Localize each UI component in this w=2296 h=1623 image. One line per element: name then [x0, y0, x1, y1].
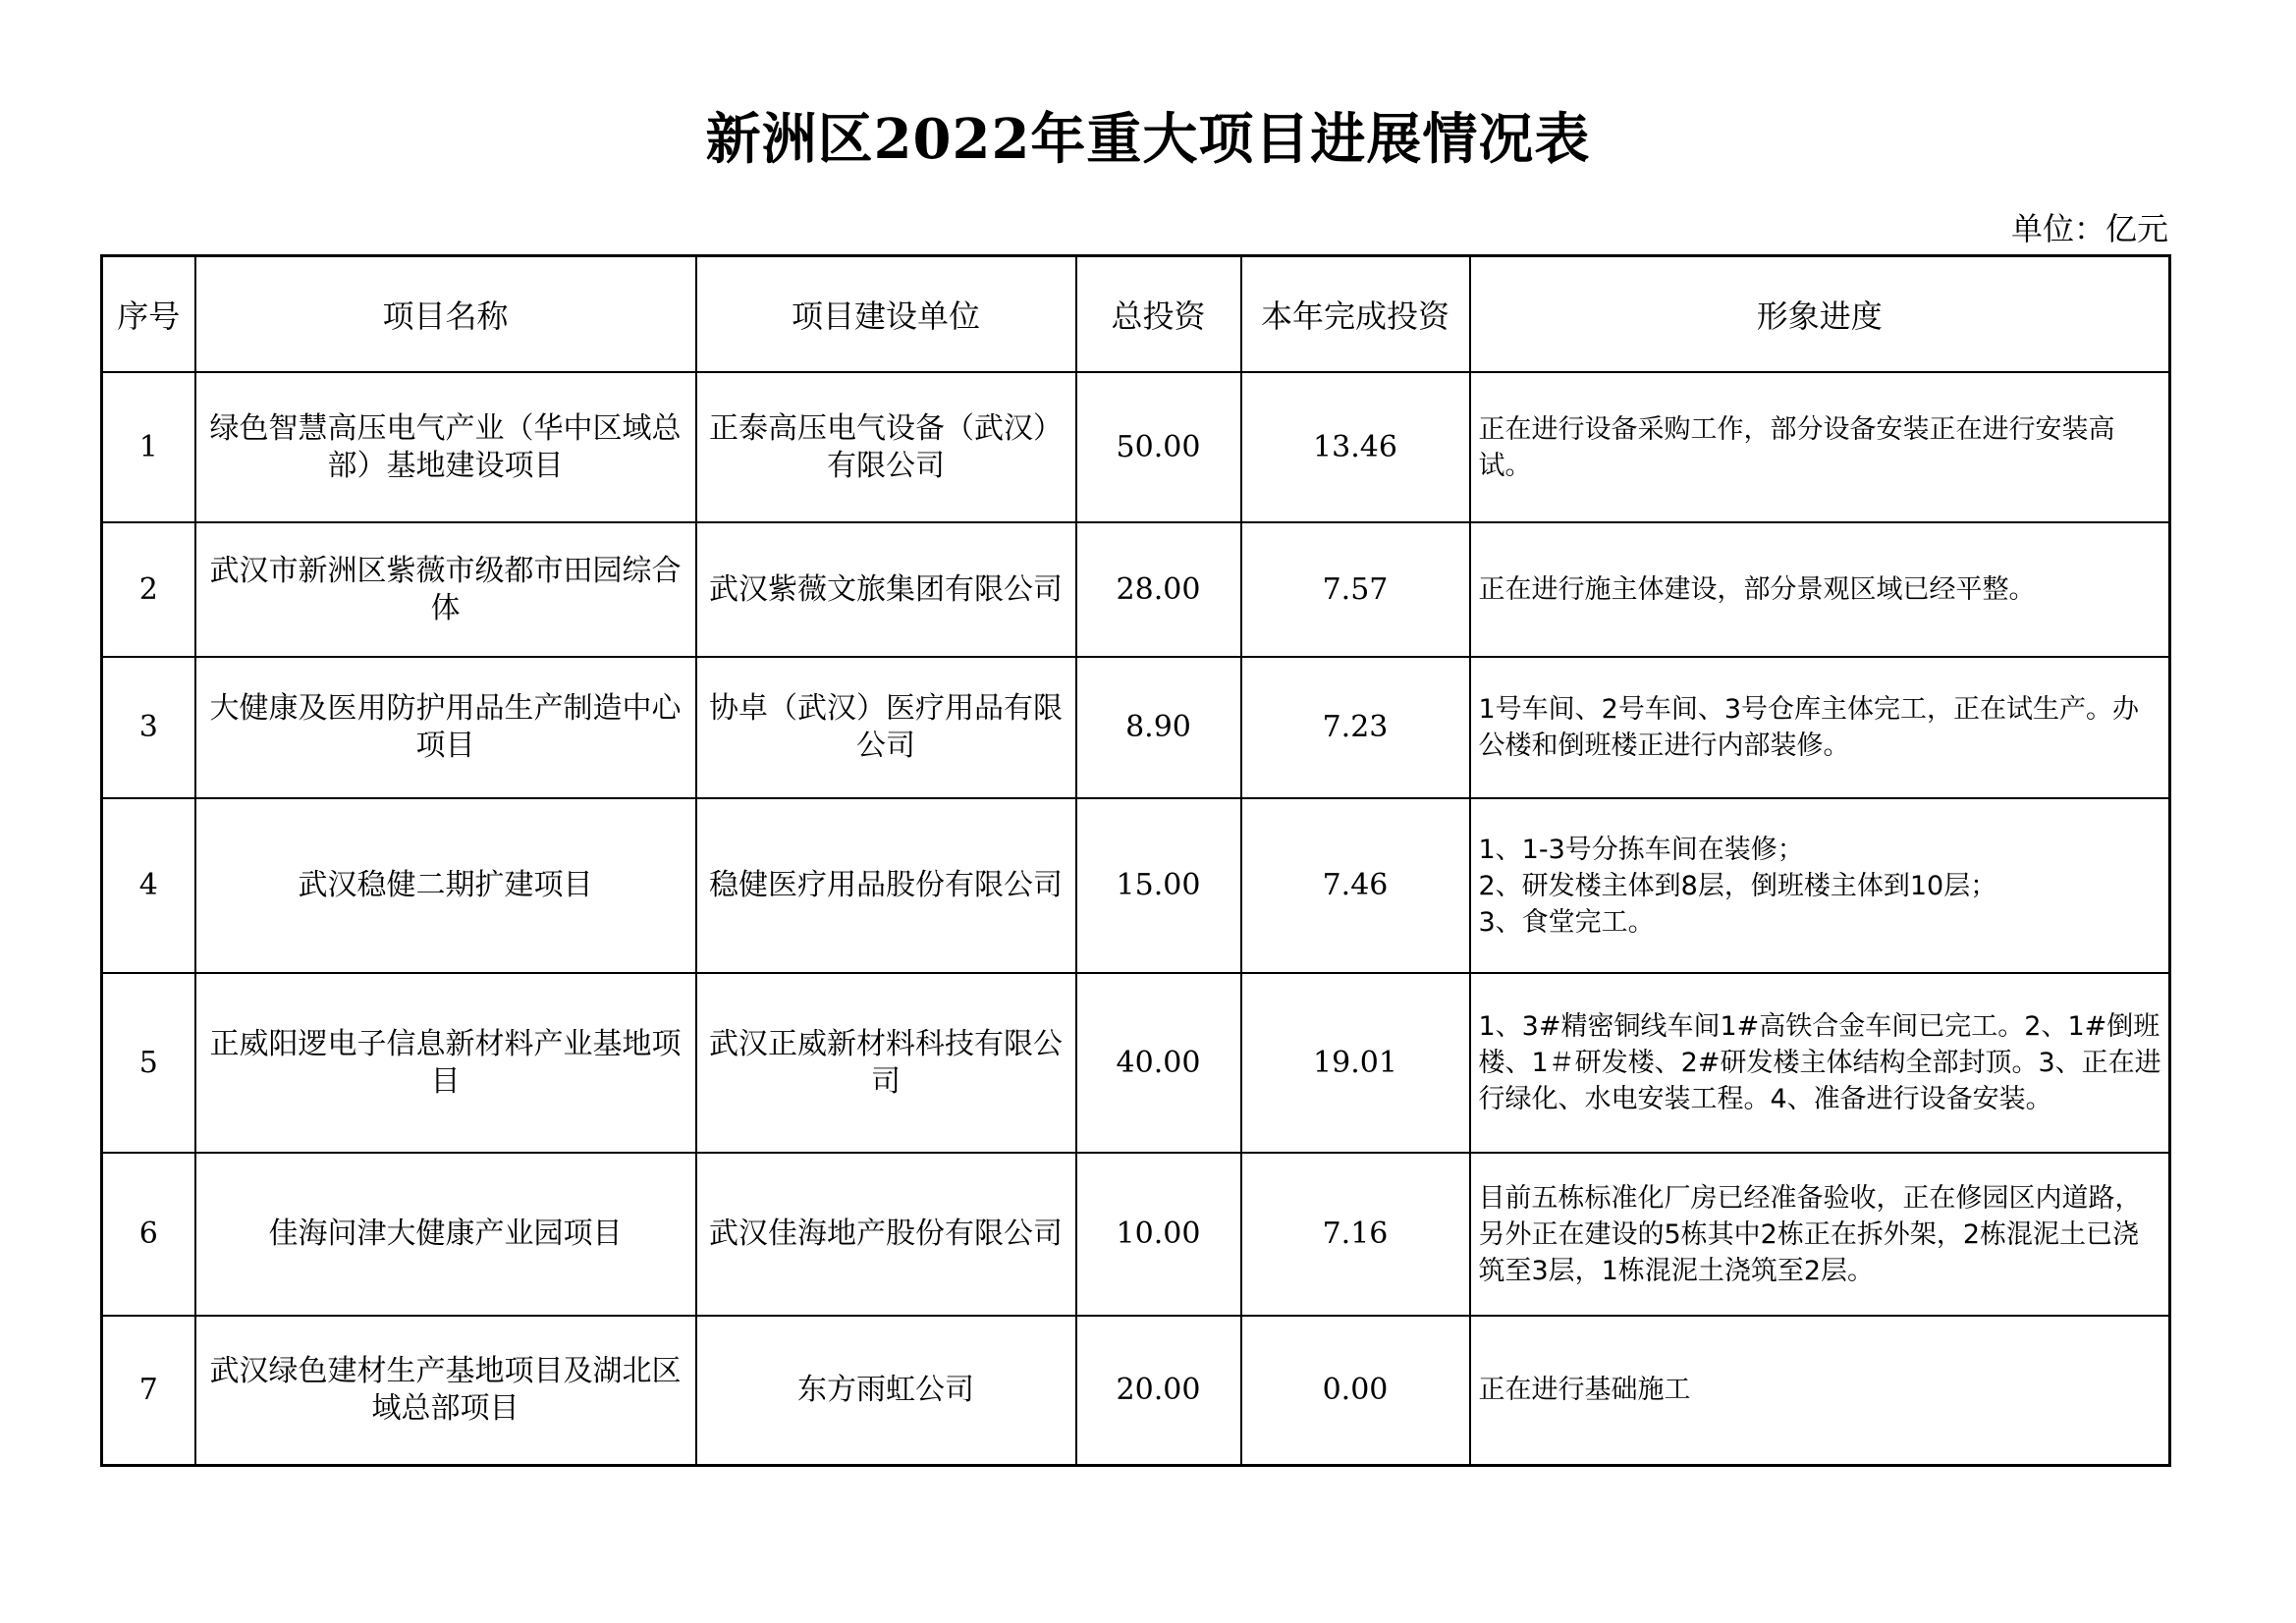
cell-index: 4 — [102, 798, 195, 973]
cell-builder: 武汉紫薇文旅集团有限公司 — [696, 522, 1076, 657]
cell-progress — [1470, 973, 2170, 1153]
cell-project-name: 正威阳逻电子信息新材料产业基地项目 — [195, 973, 696, 1153]
table-row — [102, 657, 2170, 798]
progress-line: 3、食堂完工。 — [1478, 906, 1655, 938]
cell-index: 2 — [102, 522, 195, 657]
cell-progress — [1470, 372, 2170, 522]
cell-project-name: 武汉绿色建材生产基地项目及湖北区域总部项目 — [195, 1316, 696, 1465]
cell-progress — [1470, 522, 2170, 657]
cell-year-investment: 13.46 — [1241, 372, 1470, 522]
cell-progress — [1470, 1153, 2170, 1316]
header-year-investment: 本年完成投资 — [1241, 256, 1470, 373]
progress-line: 正在进行施主体建设，部分景观区域已经平整。 — [1478, 574, 2036, 605]
progress-line: 目前五栋标准化厂房已经准备验收，正在修园区内道路，另外正在建设的5栋其中2栋正在拆外架，2栋混泥土已浇筑至3层，1栋混泥土浇筑至2层。 — [1478, 1182, 2142, 1286]
cell-builder: 协卓（武汉）医疗用品有限公司 — [696, 657, 1076, 798]
progress-line: 1、3#精密铜线车间1#高铁合金车间已完工。2、1#倒班楼、1＃研发楼、2#研发楼主体结构全部封顶。3、正在进行绿化、水电安装工程。4、准备进行设备安装。 — [1478, 1011, 2161, 1114]
cell-year-investment: 0.00 — [1241, 1316, 1470, 1465]
cell-total-investment: 15.00 — [1076, 798, 1241, 973]
cell-index: 1 — [102, 372, 195, 522]
header-project-name: 项目名称 — [195, 256, 696, 373]
table-header-row — [102, 256, 2170, 373]
header-total-investment: 总投资 — [1076, 256, 1241, 373]
cell-project-name: 佳海问津大健康产业园项目 — [195, 1153, 696, 1316]
table-row — [102, 1153, 2170, 1316]
header-builder: 项目建设单位 — [696, 256, 1076, 373]
cell-builder: 武汉正威新材料科技有限公司 — [696, 973, 1076, 1153]
cell-total-investment: 40.00 — [1076, 973, 1241, 1153]
cell-index: 7 — [102, 1316, 195, 1465]
cell-year-investment: 7.57 — [1241, 522, 1470, 657]
cell-builder: 正泰高压电气设备（武汉）有限公司 — [696, 372, 1076, 522]
cell-year-investment: 7.23 — [1241, 657, 1470, 798]
cell-total-investment: 8.90 — [1076, 657, 1241, 798]
header-progress: 形象进度 — [1470, 256, 2170, 373]
cell-index: 5 — [102, 973, 195, 1153]
page-title: 新洲区2022年重大项目进展情况表 — [705, 107, 1591, 172]
cell-year-investment: 7.16 — [1241, 1153, 1470, 1316]
unit-label: 单位：亿元 — [2010, 210, 2168, 247]
cell-year-investment: 7.46 — [1241, 798, 1470, 973]
cell-index: 3 — [102, 657, 195, 798]
cell-total-investment: 10.00 — [1076, 1153, 1241, 1316]
table-row — [102, 372, 2170, 522]
table-row — [102, 1316, 2170, 1465]
cell-total-investment: 20.00 — [1076, 1316, 1241, 1465]
cell-project-name: 武汉市新洲区紫薇市级都市田园综合体 — [195, 522, 696, 657]
cell-total-investment: 50.00 — [1076, 372, 1241, 522]
cell-builder: 武汉佳海地产股份有限公司 — [696, 1153, 1076, 1316]
progress-line: 正在进行设备采购工作，部分设备安装正在进行安装高试。 — [1478, 413, 2115, 481]
progress-line: 2、研发楼主体到8层，倒班楼主体到10层； — [1478, 870, 1997, 901]
progress-line: 正在进行基础施工 — [1478, 1375, 1691, 1406]
cell-builder: 东方雨虹公司 — [696, 1316, 1076, 1465]
cell-builder: 稳健医疗用品股份有限公司 — [696, 798, 1076, 973]
cell-progress — [1470, 798, 2170, 973]
cell-project-name: 武汉稳健二期扩建项目 — [195, 798, 696, 973]
cell-progress — [1470, 657, 2170, 798]
cell-progress — [1470, 1316, 2170, 1465]
cell-project-name: 绿色智慧高压电气产业（华中区域总部）基地建设项目 — [195, 372, 696, 522]
table-row — [102, 973, 2170, 1153]
cell-total-investment: 28.00 — [1076, 522, 1241, 657]
project-table — [100, 254, 2171, 1467]
header-index: 序号 — [102, 256, 195, 373]
cell-year-investment: 19.01 — [1241, 973, 1470, 1153]
progress-line: 1号车间、2号车间、3号仓库主体完工，正在试生产。办公楼和倒班楼正进行内部装修。 — [1478, 694, 2140, 761]
table-row — [102, 522, 2170, 657]
cell-project-name: 大健康及医用防护用品生产制造中心项目 — [195, 657, 696, 798]
progress-line: 1、1-3号分拣车间在装修； — [1478, 834, 1804, 865]
cell-index: 6 — [102, 1153, 195, 1316]
table-row — [102, 798, 2170, 973]
